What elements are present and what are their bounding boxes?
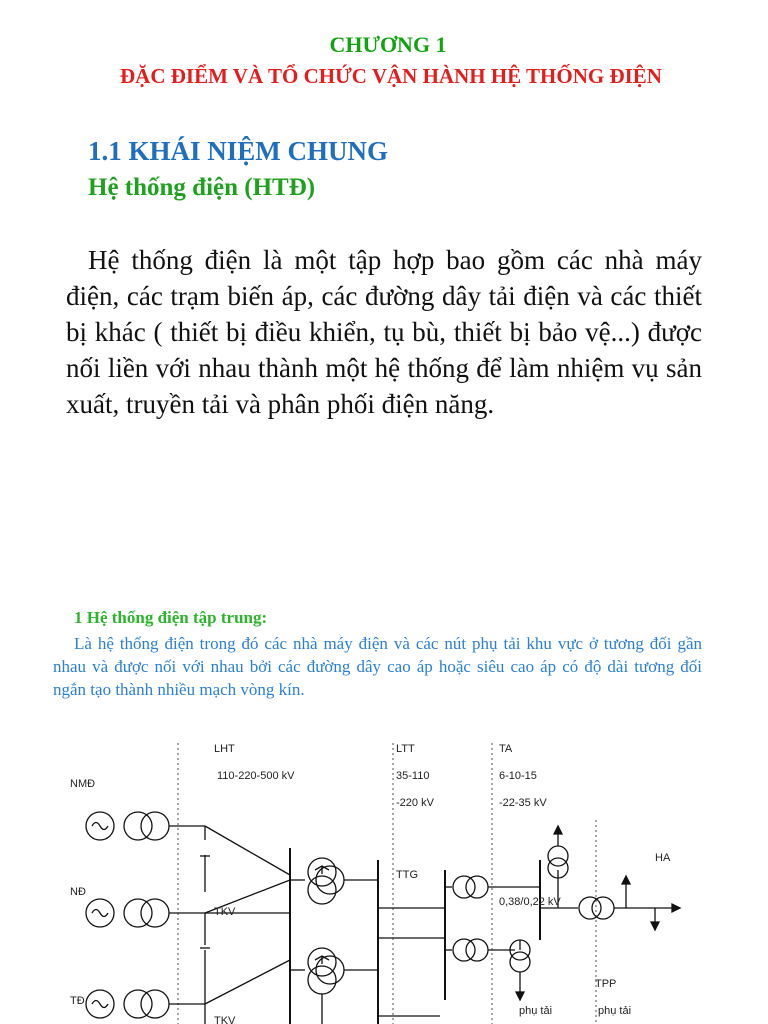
transformer-icon <box>124 899 152 927</box>
ta-voltage-label-1: 6-10-15 <box>499 770 537 782</box>
generator-unit-2 <box>86 880 290 980</box>
distribution-transformer-2 <box>445 939 515 961</box>
load-label-1: phụ tải <box>519 1005 553 1017</box>
transformer-icon <box>124 812 152 840</box>
arrow-up-icon <box>554 826 562 834</box>
arrow-up-icon <box>622 876 630 884</box>
ta-voltage-label-2: -22-35 kV <box>499 797 547 809</box>
system-transformer-1 <box>290 858 378 904</box>
load-label-2: phụ tải <box>598 1005 632 1017</box>
sine-icon <box>92 910 108 917</box>
sine-icon <box>92 1001 108 1008</box>
subsection-heading: Hệ thống điện (HTĐ) <box>88 174 316 201</box>
lht-voltage-label: 110-220-500 kV <box>217 770 295 782</box>
ltt-voltage-label-2: -220 kV <box>396 797 434 809</box>
arrow-down-icon <box>516 992 524 1000</box>
ta-column-label: TA <box>499 743 513 755</box>
tpp-label: TPP <box>595 978 617 990</box>
tkv-label-1: TKV <box>214 906 236 918</box>
definition-paragraph: Hệ thống điện là một tập hợp bao gồm các nhà máy điện, các trạm biến áp, các đường dây tải điện và các thiết bị khác ( thiết bị điều khiển, tụ bù, thiết bị bảo vệ...) được nối liền với nhau thành một hệ thống để làm nhiệm vụ sản xuất, truyền tải và phân phối điện năng. <box>66 245 702 419</box>
lht-column-label: LHT <box>214 743 235 755</box>
arrow-down-icon <box>651 922 659 930</box>
chapter-number: CHƯƠNG 1 <box>329 32 447 57</box>
ha-label: HA <box>655 852 671 864</box>
system-transformer-2 <box>290 948 378 1024</box>
power-system-diagram <box>0 720 768 1024</box>
ttg-label: TTG <box>396 869 418 881</box>
transformer-icon <box>124 990 152 1018</box>
column-separators <box>178 743 596 1024</box>
subsection-1-body: Là hệ thống điện trong đó các nhà máy điện và các nút phụ tải khu vực ở tương đối gần nhau và được nối với nhau bởi các đường dây cao áp hoặc siêu cao áp có độ dài tương đối ngắn tạo thành nhiều mạch vòng kín. <box>53 634 702 699</box>
chapter-title: ĐẶC ĐIỂM VÀ TỔ CHỨC VẬN HÀNH HỆ THỐNG ĐIỆN <box>120 64 662 88</box>
td-label: TĐ <box>70 995 85 1007</box>
nmd-label: NMĐ <box>70 778 96 790</box>
ltt-voltage-label-1: 35-110 <box>396 770 430 782</box>
nd-label: NĐ <box>70 886 86 898</box>
arrow-right-icon <box>672 904 680 912</box>
section-heading: 1.1 KHÁI NIỆM CHUNG <box>88 136 389 166</box>
sine-icon <box>92 823 108 830</box>
lv-voltage-label: 0,38/0,22 kV <box>499 896 561 908</box>
generator-unit-3 <box>86 960 290 1024</box>
tkv-label-2: TKV <box>214 1015 236 1024</box>
generator-unit-1 <box>86 812 290 892</box>
ltt-column-label: LTT <box>396 743 415 755</box>
subsection-1-title: 1 Hệ thống điện tập trung: <box>74 608 268 627</box>
